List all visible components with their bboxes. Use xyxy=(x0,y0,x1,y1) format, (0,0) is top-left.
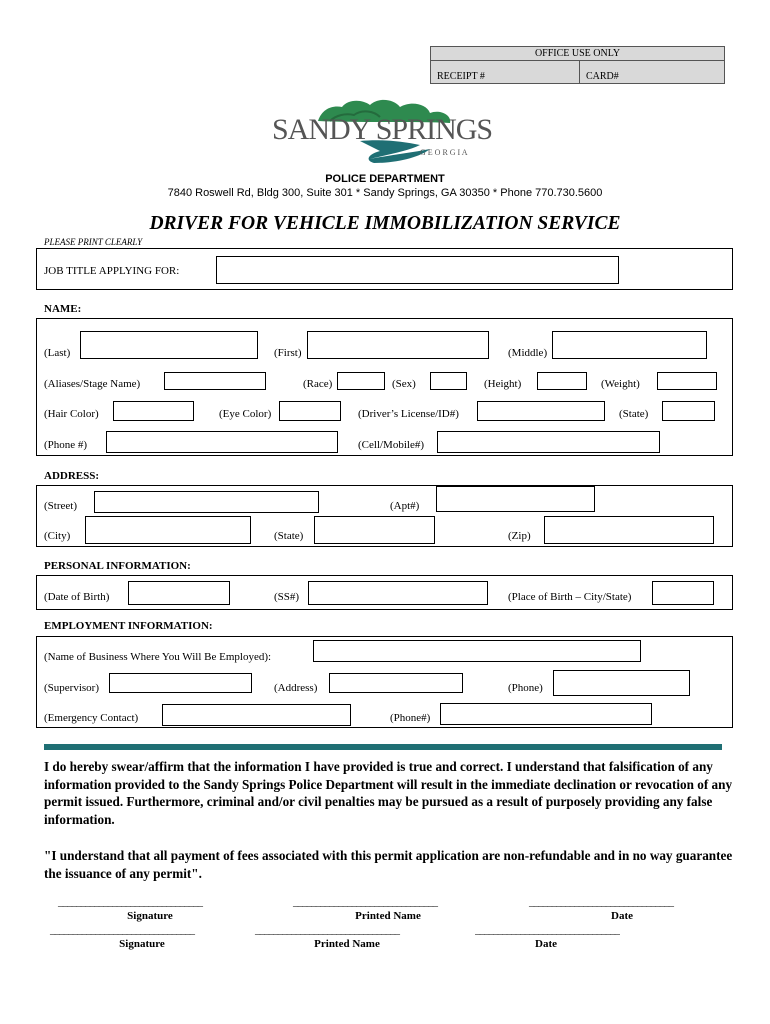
sandy-springs-logo xyxy=(270,95,502,165)
printed-name-label-2: Printed Name xyxy=(314,938,380,950)
weight-label: (Weight) xyxy=(601,378,640,390)
signature-label-1: Signature xyxy=(127,910,173,922)
divider-bar xyxy=(44,744,722,750)
supervisor-label: (Supervisor) xyxy=(44,682,99,694)
apt-input[interactable] xyxy=(436,486,595,512)
printed-name-line-1[interactable]: ________________________________ xyxy=(293,896,437,908)
date-label-2: Date xyxy=(535,938,557,950)
office-use-box xyxy=(430,46,725,84)
employer-address-input[interactable] xyxy=(329,673,463,693)
signature-label-2: Signature xyxy=(119,938,165,950)
card-label: CARD# xyxy=(586,71,619,82)
sex-input[interactable] xyxy=(430,372,467,390)
license-state-label: (State) xyxy=(619,408,649,420)
height-label: (Height) xyxy=(484,378,522,390)
cell-label: (Cell/Mobile#) xyxy=(358,439,424,451)
logo-text-sub: G E O R G I A xyxy=(420,148,468,157)
print-clearly-note: PLEASE PRINT CLEARLY xyxy=(44,237,143,247)
office-use-title: OFFICE USE ONLY xyxy=(534,48,621,59)
office-use-divider xyxy=(431,60,724,61)
date-line-2[interactable]: ________________________________ xyxy=(475,924,619,936)
printed-name-label-1: Printed Name xyxy=(355,910,421,922)
race-label: (Race) xyxy=(303,378,333,390)
drivers-license-input[interactable] xyxy=(477,401,605,421)
emergency-phone-label: (Phone#) xyxy=(390,712,431,724)
dob-label: (Date of Birth) xyxy=(44,591,110,603)
employer-phone-input[interactable] xyxy=(553,670,690,696)
logo-text-main: SANDY SPRINGS xyxy=(272,113,493,146)
eye-color-input[interactable] xyxy=(279,401,341,421)
emergency-phone-input[interactable] xyxy=(440,703,652,725)
employment-section-title: EMPLOYMENT INFORMATION: xyxy=(44,620,213,632)
department-heading: POLICE DEPARTMENT xyxy=(325,173,445,185)
ssn-input[interactable] xyxy=(308,581,488,605)
eye-color-label: (Eye Color) xyxy=(219,408,272,420)
city-label: (City) xyxy=(44,530,71,542)
middle-name-input[interactable] xyxy=(552,331,707,359)
street-input[interactable] xyxy=(94,491,319,513)
fees-paragraph: "I understand that all payment of fees associated with this permit application are non-refundable and in no way guarantee the issuance of any permit". xyxy=(44,848,733,881)
drivers-license-label: (Driver’s License/ID#) xyxy=(358,408,459,420)
first-name-input[interactable] xyxy=(307,331,489,359)
address-state-label: (State) xyxy=(274,530,304,542)
license-state-input[interactable] xyxy=(662,401,715,421)
last-name-input[interactable] xyxy=(80,331,258,359)
department-address: 7840 Roswell Rd, Bldg 300, Suite 301 * Sandy Springs, GA 30350 * Phone 770.730.5600 xyxy=(167,187,603,199)
receipt-label: RECEIPT # xyxy=(437,71,485,82)
address-section-title: ADDRESS: xyxy=(44,470,100,482)
zip-label: (Zip) xyxy=(508,530,531,542)
first-name-label: (First) xyxy=(274,347,302,359)
dob-input[interactable] xyxy=(128,581,230,605)
date-label-1: Date xyxy=(611,910,633,922)
phone-input[interactable] xyxy=(106,431,338,453)
place-of-birth-input[interactable] xyxy=(652,581,714,605)
last-name-label: (Last) xyxy=(44,347,71,359)
hair-color-input[interactable] xyxy=(113,401,194,421)
emergency-contact-input[interactable] xyxy=(162,704,351,726)
weight-input[interactable] xyxy=(657,372,717,390)
business-name-input[interactable] xyxy=(313,640,641,662)
job-title-label: JOB TITLE APPLYING FOR: xyxy=(44,265,180,277)
place-of-birth-label: (Place of Birth – City/State) xyxy=(508,591,632,603)
signature-line-1[interactable]: ________________________________ xyxy=(58,896,202,908)
employer-phone-label: (Phone) xyxy=(508,682,543,694)
zip-input[interactable] xyxy=(544,516,714,544)
ssn-label: (SS#) xyxy=(274,591,300,603)
job-title-input[interactable] xyxy=(216,256,619,284)
office-use-vertical-divider xyxy=(579,60,580,83)
city-input[interactable] xyxy=(85,516,251,544)
date-line-1[interactable]: ________________________________ xyxy=(529,896,673,908)
cell-input[interactable] xyxy=(437,431,660,453)
supervisor-input[interactable] xyxy=(109,673,252,693)
aliases-label: (Aliases/Stage Name) xyxy=(44,378,141,390)
name-section-title: NAME: xyxy=(44,303,82,315)
business-name-label: (Name of Business Where You Will Be Employed): xyxy=(44,651,272,663)
signature-line-2[interactable]: ________________________________ xyxy=(50,924,194,936)
phone-label: (Phone #) xyxy=(44,439,88,451)
printed-name-line-2[interactable]: ________________________________ xyxy=(255,924,399,936)
sex-label: (Sex) xyxy=(392,378,416,390)
emergency-contact-label: (Emergency Contact) xyxy=(44,712,139,724)
street-label: (Street) xyxy=(44,500,77,512)
race-input[interactable] xyxy=(337,372,385,390)
aliases-input[interactable] xyxy=(164,372,266,390)
address-state-input[interactable] xyxy=(314,516,435,544)
height-input[interactable] xyxy=(537,372,587,390)
apt-label: (Apt#) xyxy=(390,500,420,512)
employer-address-label: (Address) xyxy=(274,682,318,694)
personal-section-title: PERSONAL INFORMATION: xyxy=(44,560,191,572)
form-title: DRIVER FOR VEHICLE IMMOBILIZATION SERVICE xyxy=(149,213,621,234)
hair-color-label: (Hair Color) xyxy=(44,408,99,420)
middle-name-label: (Middle) xyxy=(508,347,548,359)
affirmation-paragraph: I do hereby swear/affirm that the information I have provided is true and correct. I understand that falsification of any information provided to the Sandy Springs Police Department will result in the immediate declination or revocation of any permit issued. Furthermore, criminal and/or civil penalties may be pursued as a result of purposely providing any false information. xyxy=(44,759,733,827)
